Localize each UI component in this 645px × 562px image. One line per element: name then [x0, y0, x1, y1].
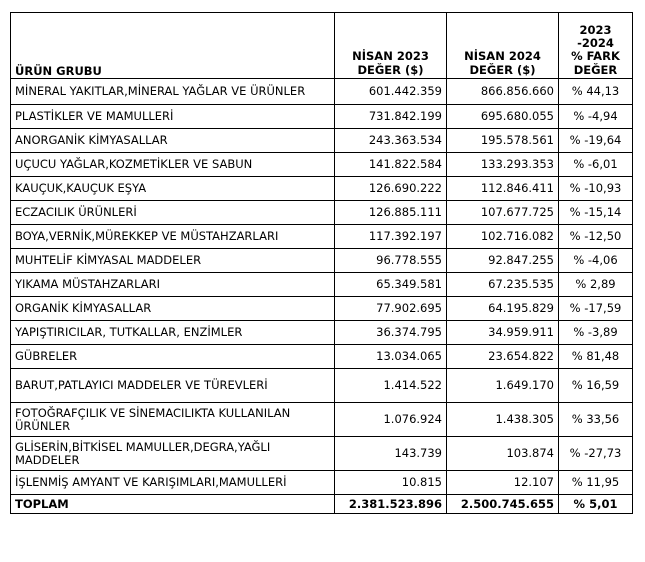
change-percent-cell: % -12,50: [559, 225, 633, 249]
value-2023-cell: 143.739: [335, 437, 447, 471]
change-percent-cell: % 81,48: [559, 345, 633, 369]
product-name-cell: ANORGANİK KİMYASALLAR: [11, 129, 335, 153]
value-2023-cell: 126.885.111: [335, 201, 447, 225]
change-percent-cell: % 2,89: [559, 273, 633, 297]
product-name-cell: KAUÇUK,KAUÇUK EŞYA: [11, 177, 335, 201]
product-name-cell: GÜBRELER: [11, 345, 335, 369]
change-percent-cell: % -10,93: [559, 177, 633, 201]
value-2023-cell: 36.374.795: [335, 321, 447, 345]
value-2024-cell: 67.235.535: [447, 273, 559, 297]
product-name-cell: YIKAMA MÜSTAHZARLARI: [11, 273, 335, 297]
value-2023-header: DEĞER ($): [335, 63, 447, 79]
product-name-cell: MİNERAL YAKITLAR,MİNERAL YAĞLAR VE ÜRÜNLER: [11, 79, 335, 105]
table-row: [11, 249, 633, 273]
table-row: [11, 201, 633, 225]
value-2023-cell: 117.392.197: [335, 225, 447, 249]
value-2023-cell: 96.778.555: [335, 249, 447, 273]
table-row: [11, 105, 633, 129]
value-2024-cell: 133.293.353: [447, 153, 559, 177]
value-2024-cell: 1.649.170: [447, 369, 559, 403]
value-2024-cell: 12.107: [447, 471, 559, 495]
value-2024-cell: 92.847.255: [447, 249, 559, 273]
value-2023-cell: 1.076.924: [335, 403, 447, 437]
product-name-cell: ORGANİK KİMYASALLAR: [11, 297, 335, 321]
value-2024-cell: 195.578.561: [447, 129, 559, 153]
total-row: [11, 495, 633, 514]
change-percent-cell: % 44,13: [559, 79, 633, 105]
value-2024-cell: 1.438.305: [447, 403, 559, 437]
total-change: % 5,01: [559, 495, 633, 514]
table-row: [11, 297, 633, 321]
product-name-cell: UÇUCU YAĞLAR,KOZMETİKLER VE SABUN: [11, 153, 335, 177]
value-2024-cell: 107.677.725: [447, 201, 559, 225]
value-fark-header: DEĞER: [559, 63, 633, 79]
total-2024: 2.500.745.655: [447, 495, 559, 514]
product-name-cell: ECZACILIK ÜRÜNLERİ: [11, 201, 335, 225]
value-2023-cell: 731.842.199: [335, 105, 447, 129]
table-row: [11, 345, 633, 369]
change-percent-cell: % -27,73: [559, 437, 633, 471]
header-row: [11, 13, 633, 64]
table-row: [11, 369, 633, 403]
value-2023-cell: 10.815: [335, 471, 447, 495]
header-2023: NİSAN 2023: [335, 13, 447, 64]
product-name-cell: FOTOĞRAFÇILIK VE SİNEMACILIKTA KULLANILAN ÜRÜNLER: [11, 403, 335, 437]
value-2023-cell: 13.034.065: [335, 345, 447, 369]
change-percent-cell: % -4,94: [559, 105, 633, 129]
table-row: [11, 273, 633, 297]
value-2023-cell: 126.690.222: [335, 177, 447, 201]
value-2023-cell: 243.363.534: [335, 129, 447, 153]
header-2024: NİSAN 2024: [447, 13, 559, 64]
change-percent-cell: % -6,01: [559, 153, 633, 177]
change-percent-cell: % -15,14: [559, 201, 633, 225]
product-name-cell: BARUT,PATLAYICI MADDELER VE TÜREVLERİ: [11, 369, 335, 403]
table-row: [11, 153, 633, 177]
change-percent-cell: % 33,56: [559, 403, 633, 437]
product-group-header: ÜRÜN GRUBU: [11, 63, 335, 79]
fark-label: % FARK: [571, 49, 620, 63]
product-name-cell: YAPIŞTIRICILAR, TUTKALLAR, ENZİMLER: [11, 321, 335, 345]
table-row: [11, 225, 633, 249]
fark-year-1: 2023: [579, 23, 612, 37]
change-percent-cell: % -19,64: [559, 129, 633, 153]
change-percent-cell: % -3,89: [559, 321, 633, 345]
value-2023-cell: 601.442.359: [335, 79, 447, 105]
table-row: [11, 437, 633, 471]
table-row: [11, 177, 633, 201]
value-2024-header: DEĞER ($): [447, 63, 559, 79]
table-row: [11, 79, 633, 105]
fark-year-2: -2024: [577, 36, 614, 50]
value-2024-cell: 695.680.055: [447, 105, 559, 129]
value-2024-cell: 866.856.660: [447, 79, 559, 105]
value-2024-cell: 103.874: [447, 437, 559, 471]
change-percent-cell: % -17,59: [559, 297, 633, 321]
subheader-row: [11, 63, 633, 79]
export-table: [10, 12, 633, 514]
change-percent-cell: % 11,95: [559, 471, 633, 495]
change-percent-cell: % 16,59: [559, 369, 633, 403]
total-2023: 2.381.523.896: [335, 495, 447, 514]
total-label: TOPLAM: [11, 495, 335, 514]
table-row: [11, 471, 633, 495]
value-2024-cell: 102.716.082: [447, 225, 559, 249]
table-row: [11, 129, 633, 153]
product-name-cell: PLASTİKLER VE MAMULLERİ: [11, 105, 335, 129]
table-row: [11, 403, 633, 437]
product-name-cell: BOYA,VERNİK,MÜREKKEP VE MÜSTAHZARLARI: [11, 225, 335, 249]
value-2023-cell: 65.349.581: [335, 273, 447, 297]
value-2024-cell: 64.195.829: [447, 297, 559, 321]
value-2023-cell: 1.414.522: [335, 369, 447, 403]
value-2024-cell: 34.959.911: [447, 321, 559, 345]
value-2023-cell: 141.822.584: [335, 153, 447, 177]
product-name-cell: MUHTELİF KİMYASAL MADDELER: [11, 249, 335, 273]
table-row: [11, 321, 633, 345]
header-fark: [559, 13, 633, 64]
product-name-cell: İŞLENMİŞ AMYANT VE KARIŞIMLARI,MAMULLERİ: [11, 471, 335, 495]
value-2023-cell: 77.902.695: [335, 297, 447, 321]
header-blank-cell: [11, 13, 335, 64]
product-name-cell: GLİSERİN,BİTKİSEL MAMULLER,DEGRA,YAĞLI MADDELER: [11, 437, 335, 471]
value-2024-cell: 23.654.822: [447, 345, 559, 369]
change-percent-cell: % -4,06: [559, 249, 633, 273]
value-2024-cell: 112.846.411: [447, 177, 559, 201]
